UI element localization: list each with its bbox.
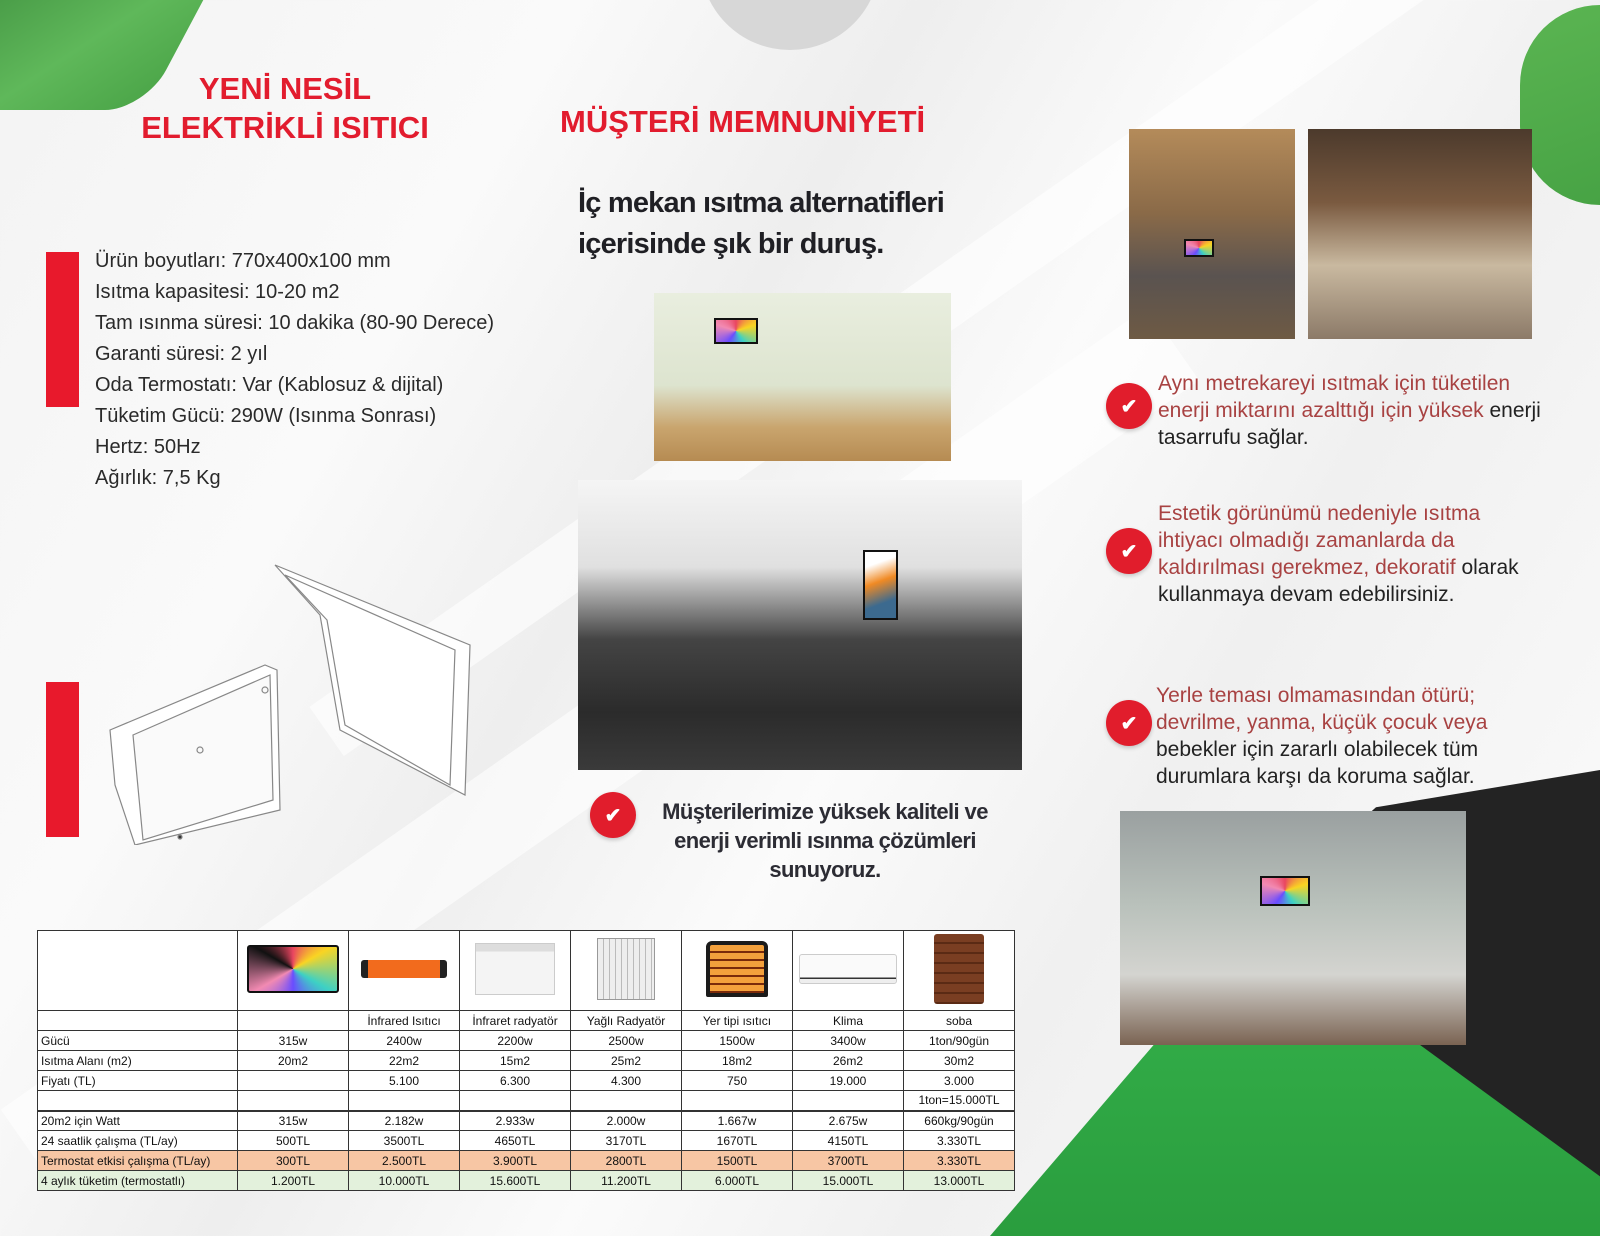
cell: 2.500TL	[349, 1151, 460, 1171]
row-label: Gücü	[38, 1031, 238, 1051]
product-name: Yer tipi ısıtıcı	[682, 1011, 793, 1031]
tiny-house-loft-photo	[654, 293, 951, 461]
benefit-text: bebekler için zararlı olabilecek tüm durumlara karşı da koruma sağlar.	[1156, 738, 1479, 788]
product-image-floor-heater	[682, 931, 793, 1011]
cell: 3.330TL	[904, 1131, 1015, 1151]
cell	[349, 1091, 460, 1111]
convector-heater-icon	[475, 943, 555, 995]
cell	[238, 1071, 349, 1091]
benefit-item	[1158, 500, 1528, 608]
red-accent-bar	[46, 682, 79, 837]
cell: 3500TL	[349, 1131, 460, 1151]
benefit-highlight: Estetik görünümü nedeniyle ısıtma ihtiyacı olmadığı zamanlarda da kaldırılması gerekmez, dekoratif	[1158, 502, 1481, 579]
check-glyph: ✔	[1120, 540, 1138, 563]
cell: 1500TL	[682, 1151, 793, 1171]
row-label: 4 aylık tüketim (termostatlı)	[38, 1171, 238, 1191]
benefit-text: enerji tasarrufu sağlar.	[1158, 399, 1541, 449]
spec-item: Ağırlık: 7,5 Kg	[95, 467, 221, 489]
spiral-stairs-room-photo	[1129, 129, 1295, 339]
spec-item: Tam ısınma süresi: 10 dakika (80-90 Derece)	[95, 312, 495, 334]
oil-radiator-icon	[597, 938, 655, 1000]
quote-line: sunuyoruz.	[769, 857, 881, 882]
cell: 2500w	[571, 1031, 682, 1051]
heater-panel-art	[1260, 876, 1310, 906]
heater-panel-art	[863, 550, 898, 620]
wood-stove-icon	[934, 934, 984, 1004]
product-image-infrared	[349, 931, 460, 1011]
check-glyph: ✔	[1120, 712, 1138, 735]
cell: 1ton/90gün	[904, 1031, 1015, 1051]
check-icon	[1106, 700, 1152, 746]
cell: 19.000	[793, 1071, 904, 1091]
spec-item: Ürün boyutları: 770x400x100 mm	[95, 250, 391, 272]
section-title: MÜŞTERİ MEMNUNİYETİ	[560, 104, 926, 139]
product-title	[130, 70, 440, 148]
cell: 2200w	[460, 1031, 571, 1051]
cell: 15m2	[460, 1051, 571, 1071]
cell: 500TL	[238, 1131, 349, 1151]
spec-item: Tüketim Gücü: 290W (Isınma Sonrası)	[95, 405, 437, 427]
product-image-stove	[904, 931, 1015, 1011]
cell: 15.000TL	[793, 1171, 904, 1191]
cell: 22m2	[349, 1051, 460, 1071]
infrared-heater-icon	[361, 960, 447, 978]
heater-sketch-image	[105, 545, 485, 845]
table-row	[38, 1051, 1015, 1071]
table-row	[38, 1131, 1015, 1151]
cell: 13.000TL	[904, 1171, 1015, 1191]
cell	[238, 1091, 349, 1111]
check-icon	[590, 792, 636, 838]
product-image-air-conditioner	[793, 931, 904, 1011]
cell: 3.330TL	[904, 1151, 1015, 1171]
thermostat-row	[38, 1151, 1015, 1171]
benefit-highlight: Aynı metrekareyi ısıtmak için tüketilen enerji miktarını azalttığı için yüksek	[1158, 372, 1511, 422]
green-corner-decoration	[1520, 5, 1600, 205]
cell: 3400w	[793, 1031, 904, 1051]
cell	[571, 1091, 682, 1111]
tagline-line: içerisinde şık bir duruş.	[578, 228, 884, 260]
cell	[682, 1091, 793, 1111]
quote-line: enerji verimli ısınma çözümleri	[674, 828, 976, 853]
cell: 2.933w	[460, 1111, 571, 1131]
row-label: Termostat etkisi çalışma (TL/ay)	[38, 1151, 238, 1171]
four-month-consumption-row	[38, 1171, 1015, 1191]
quote-line: Müşterilerimize yüksek kaliteli ve	[662, 799, 988, 824]
product-name: İnfrared Isıtıcı	[349, 1011, 460, 1031]
product-name: soba	[904, 1011, 1015, 1031]
empty-cell	[38, 1011, 238, 1031]
studio-room-photo	[1120, 811, 1466, 1045]
check-icon	[1106, 383, 1152, 429]
cell: 25m2	[571, 1051, 682, 1071]
row-label: Isıtma Alanı (m2)	[38, 1051, 238, 1071]
tagline-line: İç mekan ısıtma alternatifleri	[578, 187, 945, 219]
spec-item: Isıtma kapasitesi: 10-20 m2	[95, 281, 340, 303]
benefit-item	[1156, 682, 1546, 790]
cell: 1670TL	[682, 1131, 793, 1151]
product-image-row	[38, 931, 1015, 1011]
grey-top-decoration	[700, 0, 880, 50]
product-image-panel	[238, 931, 349, 1011]
spec-item: Hertz: 50Hz	[95, 436, 201, 458]
cell: 2.000w	[571, 1111, 682, 1131]
floor-heater-icon	[706, 941, 768, 997]
spec-item: Garanti süresi: 2 yıl	[95, 343, 268, 365]
cell: 1500w	[682, 1031, 793, 1051]
cell: 11.200TL	[571, 1171, 682, 1191]
cell: 315w	[238, 1031, 349, 1051]
spec-item: Oda Termostatı: Var (Kablosuz & dijital)	[95, 374, 444, 396]
product-name	[238, 1011, 349, 1031]
cell: 10.000TL	[349, 1171, 460, 1191]
cell: 1.200TL	[238, 1171, 349, 1191]
cell: 2400w	[349, 1031, 460, 1051]
cell	[460, 1091, 571, 1111]
cell: 3.000	[904, 1071, 1015, 1091]
cell: 2.675w	[793, 1111, 904, 1131]
check-glyph: ✔	[604, 804, 622, 827]
table-row	[38, 1111, 1015, 1131]
cell: 2800TL	[571, 1151, 682, 1171]
table-row	[38, 1071, 1015, 1091]
red-accent-bar	[46, 252, 79, 407]
benefit-text: olarak kullanmaya devam edebilirsiniz.	[1158, 556, 1519, 606]
cell	[793, 1091, 904, 1111]
tagline	[578, 183, 1038, 265]
caravan-interior-photo	[578, 480, 1022, 770]
row-label: 24 saatlik çalışma (TL/ay)	[38, 1131, 238, 1151]
product-image-convector	[460, 931, 571, 1011]
cell: 3.900TL	[460, 1151, 571, 1171]
heater-panel-art	[1184, 239, 1214, 257]
empty-cell	[38, 931, 238, 1011]
spec-list	[95, 246, 494, 494]
cell: 5.100	[349, 1071, 460, 1091]
product-name: Klima	[793, 1011, 904, 1031]
row-label	[38, 1091, 238, 1111]
cell: 1ton=15.000TL	[904, 1091, 1015, 1111]
cell: 3700TL	[793, 1151, 904, 1171]
cell: 4150TL	[793, 1131, 904, 1151]
cell: 300TL	[238, 1151, 349, 1171]
cell: 15.600TL	[460, 1171, 571, 1191]
product-name: İnfraret radyatör	[460, 1011, 571, 1031]
benefit-highlight: Yerle teması olmamasından ötürü; devrilme, yanma, küçük çocuk veya	[1156, 684, 1488, 734]
cell: 4650TL	[460, 1131, 571, 1151]
cell: 6.300	[460, 1071, 571, 1091]
cell: 750	[682, 1071, 793, 1091]
row-label: Fiyatı (TL)	[38, 1071, 238, 1091]
cell: 1.667w	[682, 1111, 793, 1131]
cell: 18m2	[682, 1051, 793, 1071]
check-glyph: ✔	[1120, 395, 1138, 418]
heater-panel-art	[714, 318, 758, 344]
air-conditioner-icon	[799, 954, 897, 984]
customer-quote	[640, 797, 1010, 884]
table-row	[38, 1031, 1015, 1051]
product-name-row	[38, 1011, 1015, 1031]
cell: 6.000TL	[682, 1171, 793, 1191]
title-line: ELEKTRİKLİ ISITICI	[141, 109, 429, 145]
heater-comparison-table	[37, 930, 1015, 1191]
check-icon	[1106, 528, 1152, 574]
product-name: Yağlı Radyatör	[571, 1011, 682, 1031]
cell: 315w	[238, 1111, 349, 1131]
cell: 660kg/90gün	[904, 1111, 1015, 1131]
cell: 2.182w	[349, 1111, 460, 1131]
cell: 26m2	[793, 1051, 904, 1071]
rustic-cabin-photo	[1308, 129, 1532, 339]
geometric-panel-heater-icon	[247, 945, 339, 993]
cell: 4.300	[571, 1071, 682, 1091]
product-image-oil-radiator	[571, 931, 682, 1011]
benefit-item	[1158, 370, 1558, 451]
row-label: 20m2 için Watt	[38, 1111, 238, 1131]
cell: 30m2	[904, 1051, 1015, 1071]
table-row	[38, 1091, 1015, 1111]
cell: 20m2	[238, 1051, 349, 1071]
title-line: YENİ NESİL	[198, 71, 372, 106]
cell: 3170TL	[571, 1131, 682, 1151]
